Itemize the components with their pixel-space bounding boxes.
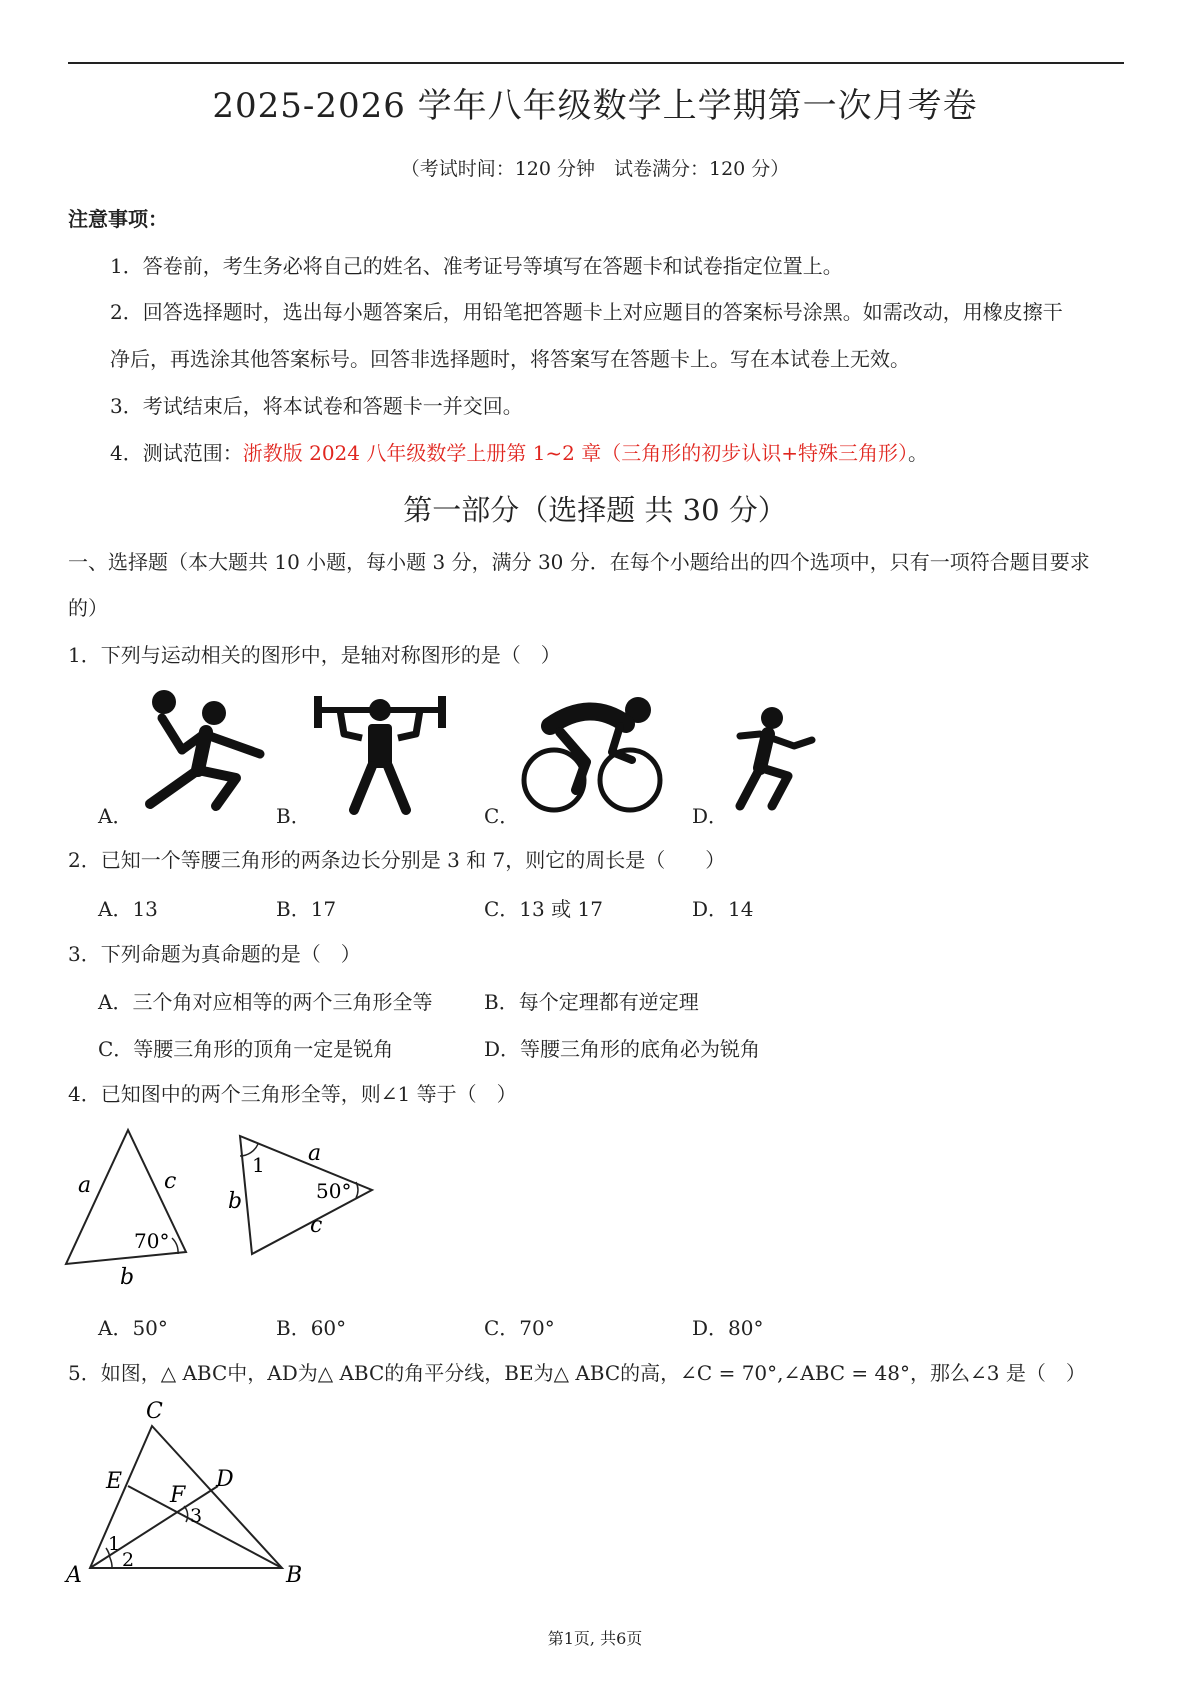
- q3-option-a[interactable]: A．三个角对应相等的两个三角形全等: [98, 990, 433, 1014]
- q5-label-f: F: [170, 1483, 186, 1508]
- exam-info: （考试时间：120 分钟 试卷满分：120 分）: [400, 158, 790, 180]
- q4-option-c[interactable]: C．70°: [484, 1316, 555, 1340]
- q4-stem: 4．已知图中的两个三角形全等，则∠1 等于（ ）: [68, 1082, 517, 1106]
- q5-angle-2: 2: [122, 1549, 135, 1571]
- q2-option-b[interactable]: B．17: [276, 897, 337, 921]
- q5-stem: 5．如图，△ ABC中，AD为△ ABC的角平分线，BE为△ ABC的高，∠C = 70°,∠ABC = 48°，那么∠3 是（ ）: [68, 1361, 1086, 1385]
- q5-angle-1: 1: [108, 1533, 121, 1555]
- q5-label-d: D: [216, 1467, 234, 1492]
- notice-item-2-line2: 净后，再选涂其他答案标号。回答非选择题时，将答案写在答题卡上。写在本试卷上无效。: [110, 347, 910, 371]
- q1-option-b[interactable]: B．: [276, 804, 311, 828]
- fig2-angle-1: 1: [252, 1153, 265, 1177]
- fig1-label-c: c: [164, 1169, 177, 1194]
- q2-option-c[interactable]: C．13 或 17: [484, 897, 603, 921]
- q5-label-e: E: [106, 1469, 123, 1494]
- q5-label-a: A: [66, 1563, 82, 1584]
- notice-item-4-suffix: 。: [908, 441, 929, 465]
- notice-item-4-prefix: 4．测试范围：: [110, 441, 243, 465]
- cyclist-icon: [520, 690, 670, 820]
- fig1-label-a: a: [78, 1173, 92, 1198]
- fig2-angle-50: 50°: [316, 1179, 352, 1203]
- q5-label-c: C: [146, 1399, 163, 1424]
- notice-item-2-line1: 2．回答选择题时，选出每小题答案后，用铅笔把答题卡上对应题目的答案标号涂黑。如需改动，用橡皮擦干: [110, 300, 1063, 324]
- notice-item-1: 1．答卷前，考生务必将自己的姓名、准考证号等填写在答题卡和试卷指定位置上。: [110, 254, 843, 278]
- q4-option-b[interactable]: B．60°: [276, 1316, 347, 1340]
- page-footer: 第1页, 共6页: [547, 1629, 643, 1648]
- q1-option-d[interactable]: D．: [692, 804, 729, 828]
- q3-option-c[interactable]: C．等腰三角形的顶角一定是锐角: [98, 1037, 394, 1061]
- test-scope: 浙教版 2024 八年级数学上册第 1~2 章（三角形的初步认识+特殊三角形）: [242, 441, 909, 465]
- q5-triangle-figure: [60, 1398, 320, 1584]
- top-rule: [68, 62, 1124, 64]
- q2-option-a[interactable]: A．13: [98, 897, 158, 921]
- runner-icon: [730, 706, 820, 816]
- q4-option-a[interactable]: A．50°: [98, 1316, 168, 1340]
- q1-option-a[interactable]: A．: [98, 804, 133, 828]
- q5-label-b: B: [286, 1563, 303, 1584]
- q3-option-d[interactable]: D．等腰三角形的底角必为锐角: [484, 1037, 761, 1061]
- part1-instructions-line1: 一、选择题（本大题共 10 小题，每小题 3 分，满分 30 分．在每个小题给出的四个选项中，只有一项符合题目要求: [68, 550, 1090, 574]
- notice-item-3: 3．考试结束后，将本试卷和答题卡一并交回。: [110, 394, 523, 418]
- volleyball-player-icon: [140, 688, 280, 818]
- q2-stem: 2．已知一个等腰三角形的两条边长分别是 3 和 7，则它的周长是（ ）: [68, 848, 726, 872]
- fig1-label-b: b: [120, 1265, 135, 1290]
- q4-option-d[interactable]: D．80°: [692, 1316, 764, 1340]
- section-title: 第一部分（选择题 共 30 分）: [403, 493, 787, 527]
- part1-instructions-line2: 的）: [68, 596, 108, 620]
- q1-option-c[interactable]: C．: [484, 804, 520, 828]
- q4-congruent-triangles-figure: [60, 1124, 400, 1290]
- fig2-label-c: c: [310, 1213, 323, 1238]
- q2-option-d[interactable]: D．14: [692, 897, 754, 921]
- fig2-label-a: a: [308, 1141, 322, 1166]
- q3-option-b[interactable]: B．每个定理都有逆定理: [484, 990, 699, 1014]
- notice-item-4: [110, 439, 928, 467]
- q1-stem: 1．下列与运动相关的图形中，是轴对称图形的是（ ）: [68, 643, 561, 667]
- fig1-angle-70: 70°: [134, 1229, 170, 1253]
- weightlifter-icon: [310, 690, 450, 820]
- notice-heading: 注意事项：: [68, 207, 168, 231]
- q5-angle-3: 3: [190, 1505, 203, 1527]
- page-title: 2025-2026 学年八年级数学上学期第一次月考卷: [212, 86, 978, 126]
- fig2-label-b: b: [228, 1189, 243, 1214]
- q3-stem: 3．下列命题为真命题的是（ ）: [68, 942, 361, 966]
